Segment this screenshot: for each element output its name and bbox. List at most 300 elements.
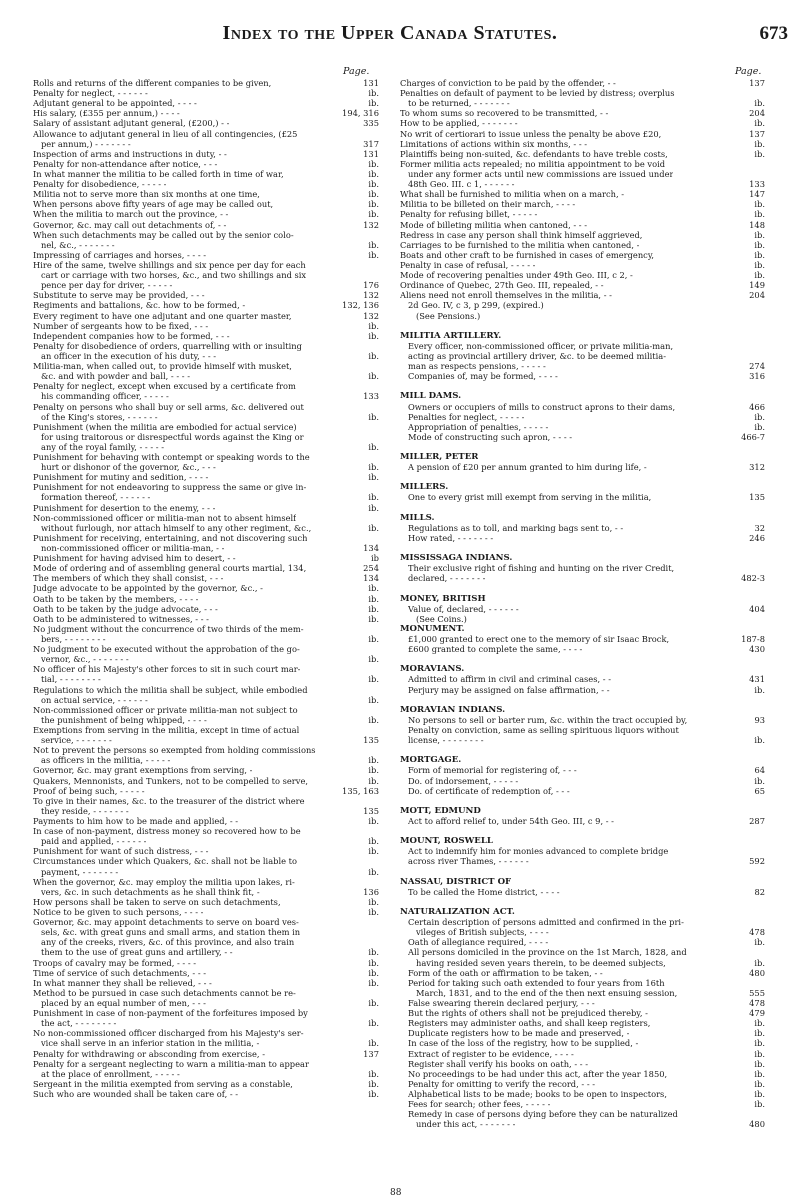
index-entry	[33, 240, 379, 250]
index-entry	[33, 1059, 379, 1069]
entry-text: Charges of conviction to be paid by the offender, - -	[400, 78, 616, 88]
entry-text: The members of which they shall consist, - - -	[33, 573, 224, 584]
entry-text: MORAVIANS.	[400, 664, 465, 675]
entry-page-ref: 93	[754, 714, 765, 725]
entry-page-ref: ib.	[368, 603, 379, 614]
index-entry	[33, 877, 379, 887]
entry-page-ref: ib.	[754, 775, 765, 786]
index-entry	[33, 391, 379, 401]
entry-page-ref: 316	[749, 371, 765, 382]
index-entry	[400, 735, 765, 745]
entry-text: Substitute to serve may be provided, - - -	[33, 290, 205, 301]
index-heading	[400, 482, 765, 492]
index-entry	[400, 897, 765, 907]
entry-text: No writ of certiorari to issue unless the penalty be above £20,	[400, 128, 662, 139]
entry-text: without furlough, nor attach himself to any other regiment, &c.,	[41, 522, 312, 533]
index-entry	[33, 230, 379, 240]
index-entry	[33, 260, 379, 270]
entry-text: MONUMENT.	[400, 623, 465, 634]
entry-text: Perjury may be assigned on false affirmation, - -	[408, 684, 610, 695]
entry-text: False swearing therein declared perjury, - - -	[408, 997, 595, 1008]
entry-text: Punishment for desertion to the enemy, - - -	[33, 502, 216, 513]
entry-text: What shall be furnished to militia when on a march, -	[400, 189, 625, 200]
entry-text: his commanding officer, - - - - -	[41, 391, 169, 402]
index-entry	[33, 594, 379, 604]
index-heading	[400, 452, 765, 462]
entry-page-ref: 32	[754, 522, 765, 533]
index-entry	[400, 321, 765, 331]
entry-page-ref: ib.	[368, 98, 379, 109]
entry-page-ref: ib.	[754, 1099, 765, 1110]
entry-text: MOTT, EDMUND	[400, 805, 481, 816]
index-entry	[400, 220, 765, 230]
entry-text: Circumstances under which Quakers, &c. shall not be liable to	[33, 856, 297, 867]
entry-text: Duplicate registers how to be made and preserved, -	[408, 1028, 630, 1039]
entry-page-ref: ib.	[368, 179, 379, 190]
entry-text: MORAVIAN INDIANS.	[400, 704, 506, 715]
index-entry	[33, 836, 379, 846]
entry-page-ref: ib.	[368, 199, 379, 210]
index-heading	[400, 907, 765, 917]
entry-text: A pension of £20 per annum granted to him during life, -	[408, 462, 647, 473]
entry-text: No officer of his Majesty's other forces to sit in such court mar-	[33, 664, 301, 675]
index-entry	[400, 462, 765, 472]
entry-page-ref: ib.	[754, 421, 765, 432]
entry-page-ref: 555	[749, 987, 765, 998]
index-entry	[400, 78, 765, 88]
entry-text: When such detachments may be called out by the senior colo-	[33, 229, 294, 240]
index-entry	[400, 988, 765, 998]
index-entry	[33, 351, 379, 361]
entry-page-ref: 133	[749, 179, 765, 190]
entry-page-ref: ib.	[368, 866, 379, 877]
entry-text: Oath to be administered to witnesses, - - -	[33, 613, 209, 624]
entry-page-ref: ib.	[754, 937, 765, 948]
index-entry	[33, 867, 379, 877]
index-entry	[33, 250, 379, 260]
index-entry	[400, 583, 765, 593]
entry-text: Form of memorial for registering of, - - -	[408, 765, 577, 776]
entry-page-ref: 65	[754, 785, 765, 796]
index-entry	[33, 978, 379, 988]
entry-page-ref: ib.	[368, 492, 379, 503]
entry-text: hurt or dishonor of the governor, &c., - - -	[41, 462, 216, 473]
index-entry	[400, 543, 765, 553]
entry-text: All persons domiciled in the province on the 1st March, 1828, and	[408, 947, 687, 958]
entry-page-ref: ib.	[368, 1088, 379, 1099]
index-entry	[33, 159, 379, 169]
index-entry	[33, 492, 379, 502]
index-entry	[33, 442, 379, 452]
entry-text: MONEY, BRITISH	[400, 593, 486, 604]
entry-page-ref: 482-3	[741, 573, 765, 584]
entry-text: Penalty on conviction, same as selling spirituous liquors without	[408, 725, 679, 735]
index-heading	[400, 755, 765, 765]
index-entry	[400, 341, 765, 351]
index-entry	[400, 88, 765, 98]
entry-text: the act, - - - - - - - -	[41, 1018, 117, 1029]
entry-page-ref: ib.	[368, 836, 379, 847]
index-entry	[33, 371, 379, 381]
index-entry	[33, 462, 379, 472]
entry-text: Notice to be given to such persons, - - - -	[33, 906, 204, 917]
index-entry	[400, 846, 765, 856]
entry-page-ref: ib.	[368, 846, 379, 857]
entry-text: Carriages to be furnished to the militia when cantoned, -	[400, 239, 640, 250]
index-entry	[400, 1119, 765, 1129]
entry-page-ref: 136	[363, 886, 379, 897]
index-heading	[400, 877, 765, 887]
entry-text: Punishment for mutiny and sedition, - - - -	[33, 472, 209, 483]
entry-page-ref: ib.	[368, 330, 379, 341]
index-entry	[400, 968, 765, 978]
index-entry	[400, 260, 765, 270]
index-entry	[400, 745, 765, 755]
entry-text: MOUNT, ROSWELL	[400, 836, 493, 847]
entry-page-ref: ib.	[754, 138, 765, 149]
entry-text: To be called the Home district, - - - -	[408, 886, 560, 897]
index-entry	[33, 1018, 379, 1028]
index-entry	[400, 573, 765, 583]
entry-page-ref: 317	[363, 138, 379, 149]
index-entry	[400, 169, 765, 179]
entry-page-ref: 478	[749, 927, 765, 938]
index-entry	[33, 887, 379, 897]
entry-page-ref: 137	[749, 78, 765, 88]
index-entry	[33, 614, 379, 624]
entry-page-ref: 274	[749, 361, 765, 372]
index-entry	[400, 856, 765, 866]
entry-text: Owners or occupiers of mills to construct aprons to their dams,	[408, 401, 676, 412]
entry-page-ref: 335	[363, 118, 379, 129]
entry-page-ref: ib.	[368, 249, 379, 260]
entry-page-ref: ib.	[368, 593, 379, 604]
index-entry	[400, 1079, 765, 1089]
index-entry	[400, 361, 765, 371]
entry-text: Extract of register to be evidence, - - - -	[408, 1048, 574, 1059]
entry-page-ref: ib.	[754, 229, 765, 240]
entry-text: 48th Geo. III. c 1, - - - - - -	[408, 179, 515, 190]
index-entry	[400, 422, 765, 432]
entry-text: Regulations to which the militia shall be subject, while embodied	[33, 684, 308, 695]
index-entry	[400, 887, 765, 897]
index-entry	[400, 786, 765, 796]
entry-text: Militia not to serve more than six months at one time,	[33, 189, 260, 200]
entry-page-ref: 131	[363, 78, 379, 88]
entry-page-ref: 148	[749, 219, 765, 230]
entry-text: MILITIA ARTILLERY.	[400, 330, 502, 341]
entry-text: Troops of cavalry may be formed, - - - -	[33, 957, 197, 968]
index-entry	[400, 402, 765, 412]
entry-page-ref: 431	[749, 674, 765, 685]
entry-text: No non-commissioned officer discharged from his Majesty's ser-	[33, 1028, 304, 1039]
entry-text: Penalty in case of refusal, - - - - -	[400, 259, 536, 270]
entry-page-ref: ib.	[368, 1068, 379, 1079]
entry-page-ref: ib.	[754, 239, 765, 250]
index-entry	[33, 381, 379, 391]
index-heading	[400, 806, 765, 816]
index-entry	[400, 300, 765, 310]
index-entry	[33, 88, 379, 98]
entry-text: Punishment for not endeavoring to suppress the same or give in-	[33, 482, 307, 493]
index-entry	[33, 644, 379, 654]
entry-page-ref: 135	[749, 492, 765, 503]
entry-page-ref: ib.	[754, 1038, 765, 1049]
entry-page-ref: ib.	[754, 684, 765, 695]
entry-text: Regulations as to toll, and marking bags sent to, - -	[408, 522, 624, 533]
index-entry	[400, 118, 765, 128]
entry-text: Such who are wounded shall be taken care of, - -	[33, 1088, 239, 1099]
index-entry	[33, 270, 379, 280]
entry-text: service, - - - - - - -	[41, 735, 112, 746]
entry-text: of the King's stores, - - - - - -	[41, 411, 158, 422]
entry-page-ref: ib.	[368, 472, 379, 483]
index-entry	[33, 927, 379, 937]
entry-text: Non-commissioned officer or militia-man not to absent himself	[33, 512, 297, 523]
entry-text: Militia-man, when called out, to provide himself with musket,	[33, 361, 292, 372]
index-entry	[33, 361, 379, 371]
entry-text: Payments to him how to be made and applied, - -	[33, 815, 239, 826]
entry-text: across river Thames, - - - - - -	[408, 856, 529, 867]
index-heading	[400, 594, 765, 604]
index-entry	[33, 725, 379, 735]
entry-page-ref: ib.	[368, 654, 379, 665]
entry-page-ref: ib.	[368, 168, 379, 179]
entry-text: Register shall verify his books on oath, - - -	[408, 1058, 589, 1069]
entry-text: Governor, &c. may appoint detachments to serve on board ves-	[33, 917, 299, 928]
index-entry	[400, 796, 765, 806]
index-entry	[400, 978, 765, 988]
entry-text: Every officer, non-commissioned officer, or private militia-man,	[408, 340, 674, 351]
entry-text: they reside, - - - - - - -	[41, 805, 129, 816]
entry-page-ref: ib.	[368, 906, 379, 917]
entry-page-ref: 134	[363, 573, 379, 584]
entry-text: vice shall serve in an inferior station in the militia, -	[41, 1038, 260, 1049]
index-entry	[400, 765, 765, 775]
entry-text: Aliens need not enroll themselves in the militia, - -	[400, 290, 612, 301]
entry-text: the punishment of being whipped, - - - -	[41, 714, 207, 725]
entry-text: Inspection of arms and instructions in duty, - -	[33, 148, 227, 159]
index-entry	[400, 654, 765, 664]
entry-page-ref: ib.	[754, 199, 765, 210]
entry-page-ref: 194, 316	[342, 108, 379, 119]
index-entry	[400, 1089, 765, 1099]
index-entry	[400, 311, 765, 321]
entry-text: Mode of billeting militia when cantoned, - - -	[400, 219, 588, 230]
entry-text: Mode of ordering and of assembling general courts martial, 134,	[33, 563, 307, 574]
entry-text: How to be applied, - - - - - - -	[400, 118, 518, 129]
index-entry	[400, 108, 765, 118]
entry-text: &c. and with powder and ball, - - - -	[41, 371, 191, 382]
entry-text: Mode of recovering penalties under 49th Geo. III, c 2, -	[400, 270, 633, 281]
entry-text: MILLS.	[400, 512, 435, 523]
entry-text: NASSAU, DISTRICT OF	[400, 876, 512, 887]
entry-text: Ordinance of Quebec, 27th Geo. III, repealed, - -	[400, 280, 604, 291]
index-entry	[33, 755, 379, 765]
entry-text: But the rights of others shall not be prejudiced thereby, -	[408, 1008, 648, 1019]
index-entry	[33, 968, 379, 978]
index-entry	[33, 685, 379, 695]
index-entry	[33, 139, 379, 149]
index-entry	[33, 503, 379, 513]
index-entry	[400, 351, 765, 361]
index-entry	[33, 341, 379, 351]
entry-text: Registers may administer oaths, and shall keep registers,	[408, 1018, 651, 1029]
index-entry	[33, 988, 379, 998]
index-entry	[400, 685, 765, 695]
entry-text: MORTGAGE.	[400, 755, 462, 766]
index-entry	[33, 664, 379, 674]
entry-text: Form of the oath or affirmation to be taken, - -	[408, 967, 603, 978]
entry-text: having resided seven years therein, to be deemed subjects,	[416, 957, 666, 968]
entry-page-ref: ib.	[754, 1088, 765, 1099]
entry-text: Punishment for having advised him to desert, - -	[33, 553, 236, 564]
index-entry	[33, 149, 379, 159]
entry-text: No proceedings to be had under this act, after the year 1850,	[408, 1068, 668, 1079]
index-entry	[33, 583, 379, 593]
entry-page-ref: 480	[749, 1119, 765, 1130]
index-entry	[33, 189, 379, 199]
entry-page-ref: 135	[363, 735, 379, 746]
index-entry	[33, 220, 379, 230]
entry-text: No persons to sell or barter rum, &c. within the tract occupied by,	[408, 714, 688, 725]
index-entry	[400, 98, 765, 108]
entry-page-ref: 131	[363, 148, 379, 159]
entry-text: Method to be pursued in case such detachments cannot be re-	[33, 987, 296, 998]
entry-text: Time of service of such detachments, - - -	[33, 967, 207, 978]
index-entry	[400, 280, 765, 290]
entry-page-ref: 134	[363, 543, 379, 554]
entry-page-ref: 137	[363, 1048, 379, 1059]
index-heading	[400, 331, 765, 341]
entry-text: MISSISSAGA INDIANS.	[400, 553, 513, 564]
index-entry	[400, 381, 765, 391]
index-entry	[33, 543, 379, 553]
entry-page-ref: ib	[371, 553, 379, 564]
index-entry	[33, 816, 379, 826]
entry-text: When the militia to march out the province, - -	[33, 209, 229, 220]
entry-text: Punishment for want of such distress, - - -	[33, 846, 209, 857]
index-entry	[400, 998, 765, 1008]
index-entry	[33, 796, 379, 806]
index-entry	[33, 422, 379, 432]
index-entry	[33, 715, 379, 725]
index-entry	[400, 604, 765, 614]
entry-page-ref: 254	[363, 563, 379, 574]
entry-page-ref: ib.	[754, 1058, 765, 1069]
entry-page-ref: ib.	[754, 118, 765, 129]
entry-text: Oath to be taken by the judge advocate, - - -	[33, 603, 218, 614]
entry-text: under this act, - - - - - - -	[416, 1119, 516, 1130]
index-entry	[33, 654, 379, 664]
index-entry	[400, 1099, 765, 1109]
entry-text: Limitations of actions within six months, - - -	[400, 138, 588, 149]
index-entry	[400, 149, 765, 159]
entry-page-ref: 466	[749, 401, 765, 412]
index-entry	[400, 1018, 765, 1028]
entry-page-ref: ib.	[368, 947, 379, 958]
index-entry	[33, 412, 379, 422]
index-entry	[33, 765, 379, 775]
entry-page-ref: ib.	[754, 148, 765, 159]
index-entry	[400, 472, 765, 482]
entry-page-ref: 137	[749, 128, 765, 139]
signature-mark: 88	[390, 1188, 402, 1198]
entry-text: under any former acts until new commissions are issued under	[408, 168, 674, 179]
entry-page-ref: 132	[363, 290, 379, 301]
entry-page-ref: 135, 163	[342, 785, 379, 796]
entry-text: declared, - - - - - - -	[408, 573, 486, 584]
index-entry	[33, 826, 379, 836]
index-heading	[400, 664, 765, 674]
index-entry	[400, 1069, 765, 1079]
index-entry	[33, 78, 379, 88]
index-entry	[33, 674, 379, 684]
entry-text: Do. of certificate of redemption of, - - -	[408, 785, 570, 796]
entry-text: Exemptions from serving in the militia, except in time of actual	[33, 725, 300, 735]
entry-page-ref: ib.	[754, 259, 765, 270]
entry-page-ref: ib.	[368, 371, 379, 382]
entry-page-ref: 204	[749, 108, 765, 119]
entry-page-ref: ib.	[754, 735, 765, 746]
entry-text: Boats and other craft to be furnished in cases of emergency,	[400, 249, 655, 260]
index-entry	[400, 189, 765, 199]
index-entry	[33, 331, 379, 341]
index-entry	[33, 786, 379, 796]
entry-text: Appropriation of penalties, - - - - -	[408, 421, 549, 432]
entry-text: To whom sums so recovered to be transmitted, - -	[400, 108, 609, 119]
index-entry	[400, 199, 765, 209]
entry-text: Every regiment to have one adjutant and one quarter master,	[33, 310, 292, 321]
entry-text: Quakers, Mennonists, and Tunkers, not to be compelled to serve,	[33, 775, 309, 786]
index-entry	[33, 432, 379, 442]
entry-text: per annum,) - - - - - - -	[41, 138, 131, 149]
index-entry	[33, 452, 379, 462]
entry-page-ref: ib.	[368, 502, 379, 513]
index-entry	[33, 897, 379, 907]
index-entry	[33, 776, 379, 786]
entry-text: One to every grist mill exempt from serving in the militia,	[408, 492, 652, 503]
entry-text: Penalty for omitting to verify the record, - - -	[408, 1078, 596, 1089]
index-entry	[400, 159, 765, 169]
entry-text: No judgment without the concurrence of two thirds of the mem-	[33, 623, 304, 634]
index-entry	[33, 806, 379, 816]
entry-page-ref: ib.	[368, 634, 379, 645]
entry-text: man as respects pensions, - - - - -	[408, 361, 546, 372]
index-entry	[400, 563, 765, 573]
index-entry	[33, 523, 379, 533]
entry-text: MILLER, PETER	[400, 452, 479, 463]
entry-text: Oath of allegiance required, - - - -	[408, 937, 549, 948]
entry-text: to be returned, - - - - - - -	[408, 98, 510, 109]
entry-text: Their exclusive right of fishing and hunting on the river Credit,	[408, 563, 675, 574]
entry-text: acting as provincial artillery driver, &c. to be deemed militia-	[408, 350, 667, 361]
entry-page-ref: 204	[749, 290, 765, 301]
index-entry	[400, 139, 765, 149]
entry-text: Penalties on default of payment to be levied by distress; overplus	[400, 88, 675, 99]
entry-text: Punishment in case of non-payment of the forfeitures imposed by	[33, 1008, 308, 1019]
index-entry	[400, 927, 765, 937]
entry-text: (See Pensions.)	[416, 310, 481, 321]
entry-page-ref: 135	[363, 805, 379, 816]
entry-page-ref: ib.	[368, 765, 379, 776]
entry-page-ref: 149	[749, 280, 765, 291]
index-entry	[33, 321, 379, 331]
index-entry	[33, 624, 379, 634]
entry-text: Penalty for refusing billet, - - - - -	[400, 209, 538, 220]
entry-text: March, 1831, and to the end of the then next ensuing session,	[416, 987, 678, 998]
index-entry	[400, 725, 765, 735]
